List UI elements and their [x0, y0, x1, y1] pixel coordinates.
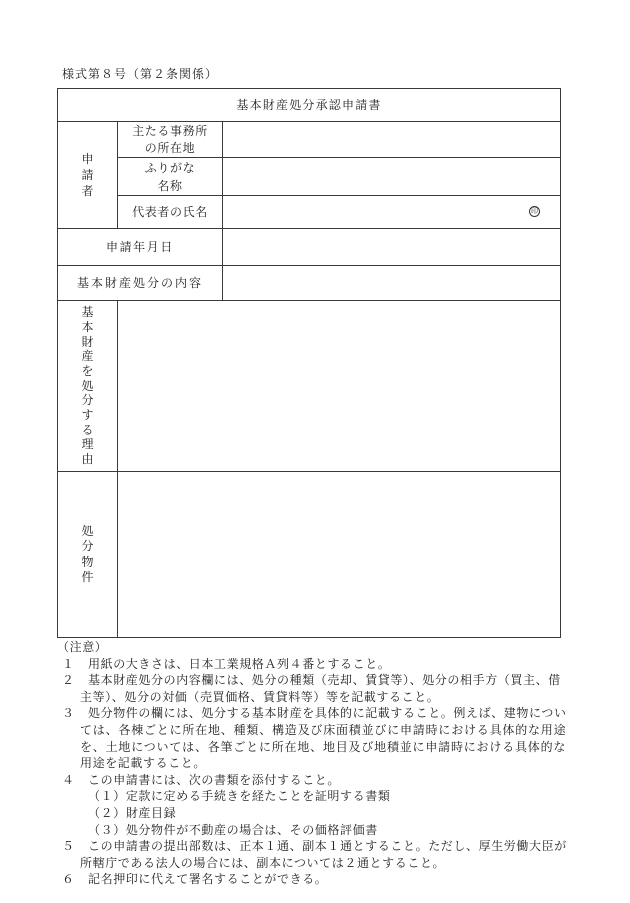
applicant-section-label: 申請者	[81, 152, 94, 198]
sub-item-number: （１）	[88, 789, 126, 804]
notes-heading: （注意）	[57, 640, 108, 654]
form-title: 基本財産処分承認申請書	[58, 89, 561, 122]
note-item-2-continuation: 主等）、処分の対価（売買価格、賃貸料等）等を記載すること。	[80, 689, 440, 704]
sub-item-text: 処分物件が不動産の場合は、その価格評価書	[125, 822, 378, 837]
note-sub-item-3	[0, 822, 630, 839]
office-address-row	[58, 122, 561, 158]
seal-icon	[529, 206, 540, 217]
seal-text: 印	[531, 207, 538, 215]
note-text: この申請書には、次の書類を添付すること。	[88, 772, 341, 787]
representative-row	[58, 196, 561, 229]
note-item-3	[0, 705, 630, 722]
note-number: ５	[62, 839, 75, 854]
title-row	[58, 89, 561, 122]
note-item-3-continuation: ては、各棟ごとに所在地、種類、構造及び床面積並びに申請時における具体的な用途	[80, 722, 567, 737]
note-text: 用紙の大きさは、日本工業規格Ａ列４番とすること。	[88, 656, 391, 671]
name-label-cell	[118, 158, 223, 196]
note-item-2	[0, 672, 630, 689]
furigana-label: ふりがな	[144, 160, 196, 175]
note-text: 基本財産処分の内容欄には、処分の種類（売却、賃貸等）、処分の相手方（買主、借	[88, 673, 561, 688]
application-date-row	[58, 229, 561, 266]
note-number: ２	[62, 673, 75, 688]
note-number: ６	[62, 872, 75, 887]
notes-section	[0, 639, 630, 888]
note-text: 処分物件の欄には、処分する基本財産を具体的に記載すること。例えば、建物につい	[88, 706, 567, 721]
note-number: ４	[62, 772, 75, 787]
note-item-5-continuation: 所轄庁である法人の場合には、副本については２通とすること。	[80, 855, 446, 870]
disposal-property-value-cell	[118, 472, 561, 638]
sub-item-text: 財産目録	[125, 805, 177, 820]
disposal-content-value-cell	[223, 266, 561, 301]
note-number: ３	[62, 706, 75, 721]
disposal-content-row	[58, 266, 561, 301]
disposal-content-label: 基本財産処分の内容	[58, 266, 223, 301]
note-item-4	[0, 772, 630, 789]
note-text: 記名押印に代えて署名することができる。	[88, 872, 328, 887]
sub-item-number: （３）	[88, 822, 126, 837]
name-value-cell	[223, 158, 561, 196]
sub-item-number: （２）	[88, 805, 126, 820]
representative-label: 代表者の氏名	[118, 196, 223, 229]
form-number: 様式第８号（第２条関係）	[62, 67, 219, 81]
note-number: １	[62, 656, 75, 671]
note-item-5	[0, 838, 630, 855]
office-address-label-cell	[118, 122, 223, 158]
disposal-property-label-cell	[58, 472, 118, 638]
disposal-reason-value-cell	[118, 301, 561, 472]
note-item-3-continuation: 用途を記載すること。	[80, 756, 207, 771]
office-address-value-cell	[223, 122, 561, 158]
disposal-property-row	[58, 472, 561, 638]
application-date-label: 申請年月日	[58, 229, 223, 266]
application-date-value-cell	[223, 229, 561, 266]
note-sub-item-1	[0, 788, 630, 805]
disposal-property-label: 処分物件	[81, 523, 94, 584]
office-address-label-line1: 主たる事務所	[132, 123, 208, 138]
office-address-label-line2: の所在地	[144, 140, 196, 155]
name-row	[58, 158, 561, 196]
sub-item-text: 定款に定める手続きを経たことを証明する書類	[125, 789, 391, 804]
note-item-1	[0, 656, 630, 673]
application-form-table	[57, 88, 561, 638]
disposal-reason-label: 基本財産を処分する理由	[81, 305, 94, 467]
note-text: この申請書の提出部数は、正本１通、副本１通とすること。ただし、厚生労働大臣が	[88, 839, 567, 854]
representative-value-cell	[223, 196, 561, 229]
note-item-3-continuation: を、土地については、各筆ごとに所在地、地目及び地積並に申請時における具体的な	[80, 739, 567, 754]
note-item-6	[0, 871, 630, 888]
disposal-reason-row	[58, 301, 561, 472]
name-label: 名称	[157, 178, 183, 193]
note-sub-item-2	[0, 805, 630, 822]
applicant-section-cell	[58, 122, 118, 229]
disposal-reason-label-cell	[58, 301, 118, 472]
